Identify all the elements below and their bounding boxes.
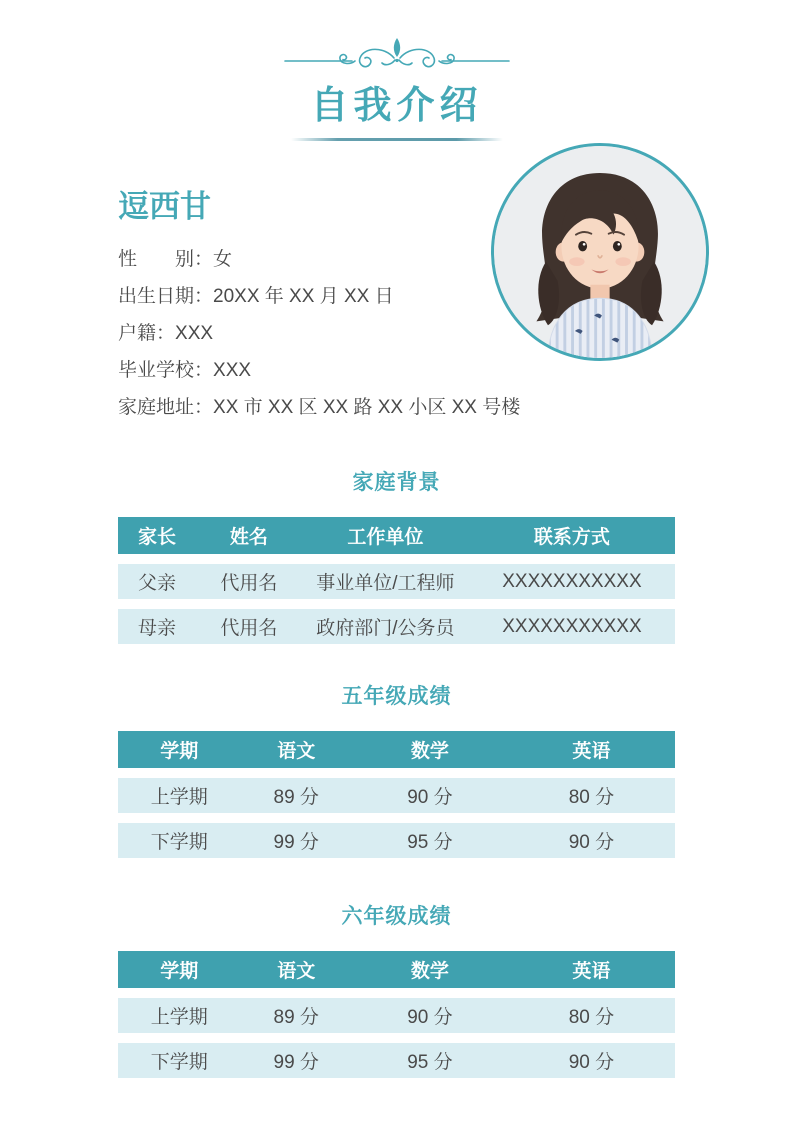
field-value: XXX: [175, 323, 214, 344]
table-cell: 90 分: [568, 1052, 615, 1073]
title-divider: [291, 138, 503, 141]
family-table: [118, 517, 675, 644]
grade5-table-header-row: [118, 731, 675, 768]
table-cell: 父亲: [137, 573, 176, 594]
table-header-cell: 学期: [160, 741, 199, 762]
table-cell: 90 分: [407, 1007, 453, 1028]
field-value: 20XX 年 XX 月 XX 日: [213, 286, 394, 307]
table-row-first-term: [118, 998, 675, 1033]
section-family-background: [0, 466, 793, 644]
table-cell: 90 分: [407, 787, 453, 808]
table-cell: 99 分: [273, 832, 319, 853]
field-label: 性 别：: [118, 249, 214, 270]
section-heading-grade6: 六年级成绩: [341, 905, 452, 928]
flourish-ornament-icon: [0, 36, 793, 72]
table-cell: 下学期: [150, 1052, 208, 1073]
table-cell: 上学期: [150, 787, 208, 808]
table-cell: 代用名: [220, 618, 278, 639]
family-table-header-row: [118, 517, 675, 554]
table-header-cell: 数学: [410, 741, 449, 762]
section-heading-family: 家庭背景: [352, 471, 441, 494]
document-header: [0, 0, 793, 141]
table-header-cell: 姓名: [229, 527, 268, 548]
table-cell: 代用名: [220, 573, 278, 594]
table-cell: 政府部门/公务员: [316, 618, 455, 639]
table-row-second-term: [118, 1043, 675, 1078]
table-cell: 90 分: [568, 832, 615, 853]
table-header-cell: 工作单位: [347, 527, 424, 548]
grade6-table: [118, 951, 675, 1078]
table-cell: 母亲: [137, 618, 176, 639]
field-value: XX 市 XX 区 XX 路 XX 小区 XX 号楼: [213, 397, 521, 418]
table-header-cell: 家长: [137, 527, 176, 548]
profile-field-address: [118, 389, 707, 426]
field-label: 户籍：: [118, 323, 176, 344]
field-value: 女: [213, 249, 233, 270]
field-label: 出生日期：: [118, 286, 214, 307]
table-row-father: [118, 564, 675, 599]
table-header-cell: 语文: [277, 741, 316, 762]
table-row-second-term: [118, 823, 675, 858]
table-header-cell: 英语: [572, 741, 611, 762]
table-cell: 上学期: [150, 1007, 208, 1028]
field-label: 家庭地址：: [118, 397, 214, 418]
table-cell: XXXXXXXXXXX: [502, 570, 642, 592]
section-heading-grade5: 五年级成绩: [341, 685, 452, 708]
table-header-cell: 英语: [572, 961, 611, 982]
student-name: 逗西甘: [118, 189, 211, 224]
grade6-table-header-row: [118, 951, 675, 988]
table-row-mother: [118, 609, 675, 644]
table-header-cell: 语文: [277, 961, 316, 982]
table-cell: 80 分: [568, 787, 615, 808]
table-cell: 99 分: [273, 1052, 319, 1073]
field-value: XXX: [213, 360, 252, 381]
grade5-table: [118, 731, 675, 858]
table-header-cell: 联系方式: [533, 527, 610, 548]
table-cell: 89 分: [273, 787, 319, 808]
section-grade6-scores: [0, 900, 793, 1078]
table-cell: 89 分: [273, 1007, 319, 1028]
table-header-cell: 学期: [160, 961, 199, 982]
field-label: 毕业学校：: [118, 360, 214, 381]
profile-photo: [491, 143, 709, 361]
section-grade5-scores: [0, 680, 793, 858]
table-cell: 下学期: [150, 832, 208, 853]
table-cell: 80 分: [568, 1007, 615, 1028]
table-row-first-term: [118, 778, 675, 813]
table-cell: XXXXXXXXXXX: [502, 615, 642, 637]
table-cell: 95 分: [407, 1052, 453, 1073]
table-header-cell: 数学: [410, 961, 449, 982]
table-cell: 95 分: [407, 832, 453, 853]
page-title: 自我介绍: [310, 85, 483, 127]
table-cell: 事业单位/工程师: [316, 573, 455, 594]
girl-portrait-photo: [494, 146, 706, 358]
